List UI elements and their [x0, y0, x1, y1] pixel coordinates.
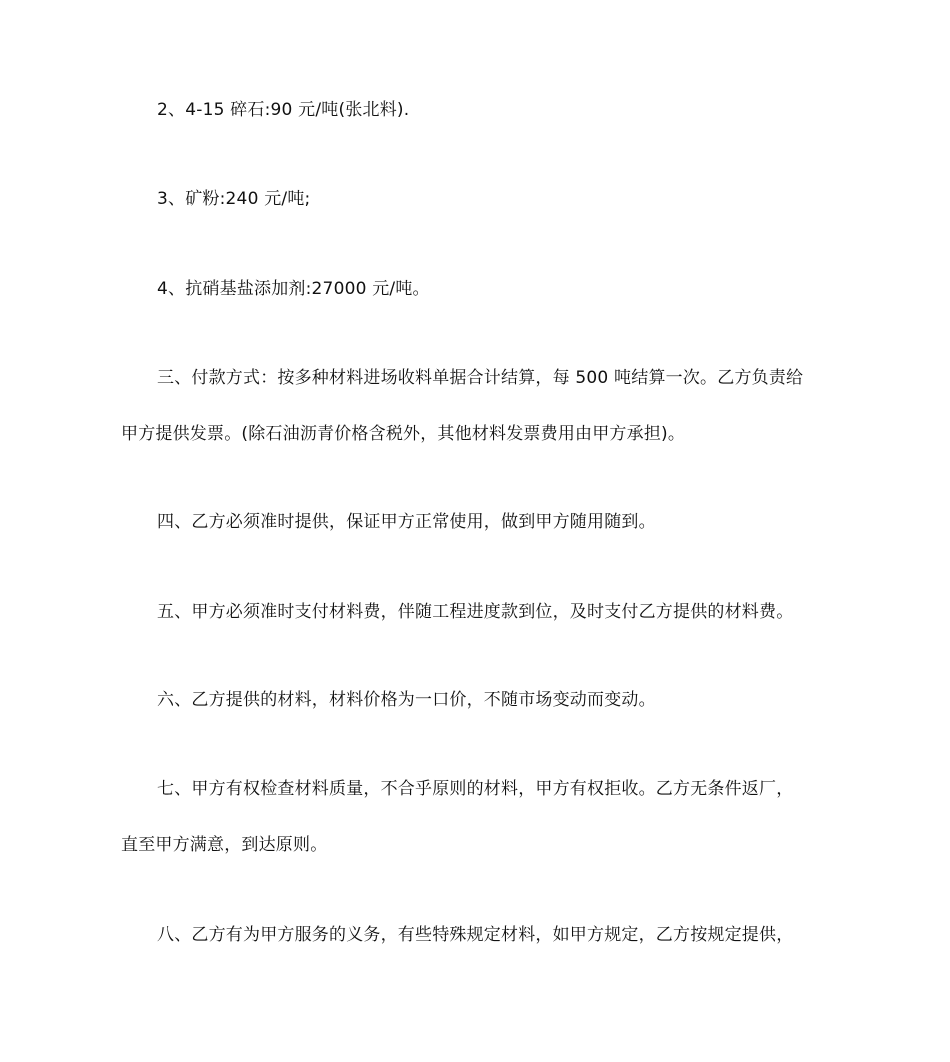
- clause-7-quality-line-1: 七、甲方有权检查材料质量，不合乎原则的材料，甲方有权拒收。乙方无条件返厂，: [157, 779, 794, 799]
- clause-7-quality-line-2: 直至甲方满意，到达原则。: [121, 835, 328, 855]
- clause-5-material-fee: 五、甲方必须准时支付材料费，伴随工程进度款到位，及时支付乙方提供的材料费。: [157, 602, 794, 622]
- item-4-additive-price: 4、抗硝基盐添加剂:27000 元/吨。: [157, 279, 430, 299]
- clause-8-service-line-1: 八、乙方有为甲方服务的义务，有些特殊规定材料，如甲方规定，乙方按规定提供，: [157, 925, 794, 945]
- item-3-mineral-powder-price: 3、矿粉:240 元/吨;: [157, 189, 311, 209]
- clause-3-payment-line-2: 甲方提供发票。(除石油沥青价格含税外，其他材料发票费用由甲方承担)。: [121, 424, 686, 444]
- clause-4-supply: 四、乙方必须准时提供，保证甲方正常使用，做到甲方随用随到。: [157, 512, 656, 532]
- item-2-gravel-price: 2、4-15 碎石:90 元/吨(张北料).: [157, 100, 410, 120]
- clause-6-fixed-price: 六、乙方提供的材料，材料价格为一口价，不随市场变动而变动。: [157, 690, 656, 710]
- clause-3-payment-line-1: 三、付款方式：按多种材料进场收料单据合计结算，每 500 吨结算一次。乙方负责给: [157, 368, 804, 388]
